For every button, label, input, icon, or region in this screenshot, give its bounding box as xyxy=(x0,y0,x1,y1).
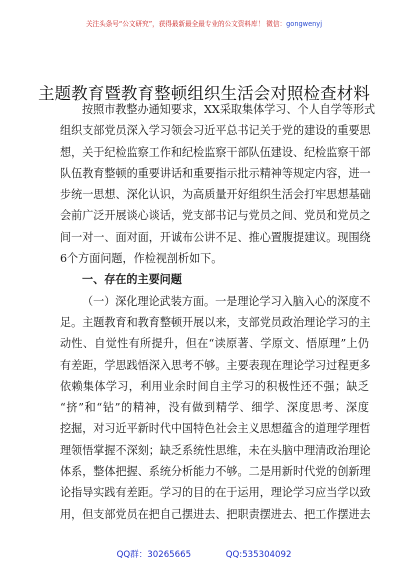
footer-qq-group: QQ群：30265665 xyxy=(116,550,192,560)
body-line: 间一对一、面对面，开诚布公讲不足、推心置腹提建议。现围绕 xyxy=(60,230,371,244)
body-line: 理领悟掌握不深刻；缺乏系统性思维，未在头脑中理清政治理论 xyxy=(60,443,371,457)
body-line: 依赖集体学习，利用业余时间自主学习的积极性还不强；缺乏 xyxy=(60,379,369,393)
body-line: 体系，整体把握、系统分析能力不够。二是用新时代党的创新理 xyxy=(60,465,371,479)
section-heading: 一、存在的主要问题 xyxy=(82,273,182,287)
body-line: （一）深化理论武装方面。一是理论学习入脑入心的深度不 xyxy=(82,294,371,308)
body-line: 论指导实践有差距。学习的目的在于运用，理论学习应当学以致 xyxy=(60,486,371,500)
footer-contact xyxy=(0,548,408,560)
document-body xyxy=(60,99,376,525)
body-line: 动性、自觉性有所提升，但在“读原著、学原文、悟原理”上仍 xyxy=(60,337,369,351)
body-line: 步统一思想、深化认识，为高质量开好组织生活会打牢思想基础 xyxy=(60,188,371,202)
promo-banner-text: 关注头条号“公文研究”，获得最新最全最专业的公文资料库！ 微信： xyxy=(85,20,287,28)
body-line: 按照市教整办通知要求，XX采取集体学习、个人自学等形式 xyxy=(82,103,376,116)
wechat-id: gongwenyj xyxy=(286,20,323,28)
body-line: 用，但支部党员在把自己摆进去、把职责摆进去、把工作摆进去 xyxy=(60,507,371,521)
body-line: 足。主题教育和教育整顿开展以来，支部党员政治理论学习的主 xyxy=(60,315,371,329)
body-line: 想，关于纪检监察工作和纪检监察干部队伍建设、纪检监察干部 xyxy=(60,145,371,159)
body-line: 组织支部党员深入学习领会习近平总书记关于党的建设的重要思 xyxy=(60,124,371,138)
body-line: 6个方面问题，作检视剖析如下。 xyxy=(60,252,223,266)
body-line: 挖掘，对习近平新时代中国特色社会主义思想蕴含的道理学理哲 xyxy=(60,422,371,436)
body-line: 有差距，学思践悟深入思考不够。主要表现在理论学习过程更多 xyxy=(60,358,371,372)
body-line: 队伍教育整顿的重要讲话和重要指示批示精神等规定内容，进一 xyxy=(60,166,371,180)
document-title: 主题教育暨教育整顿组织生活会对照检查材料 xyxy=(38,84,370,103)
footer-qq: QQ:535304092 xyxy=(225,550,292,560)
promo-banner xyxy=(0,18,408,28)
body-line: 会前广泛开展谈心谈话，党支部书记与党员之间、党员和党员之 xyxy=(60,209,371,223)
body-line: “挤”和“钻”的精神，没有做到精学、细学、深度思考、深度 xyxy=(60,401,369,415)
